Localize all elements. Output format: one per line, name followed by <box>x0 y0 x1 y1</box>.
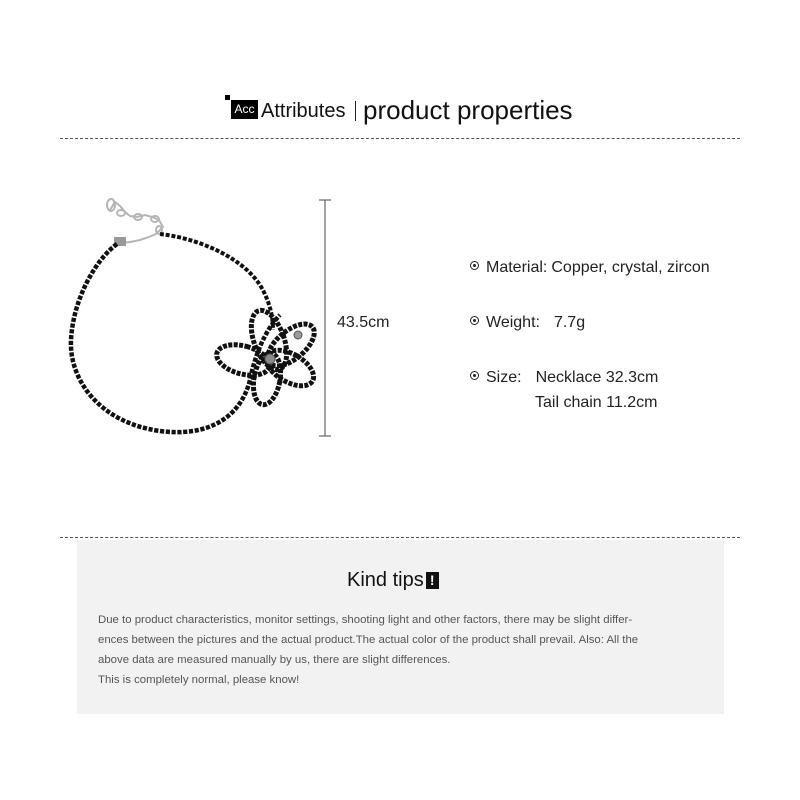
spec-weight <box>470 312 585 334</box>
beaded-strand <box>71 244 280 432</box>
tips-title: Kind tips <box>347 569 424 591</box>
extender-chain <box>107 199 163 243</box>
tips-line: This is completely normal, please know! <box>98 674 300 686</box>
necklace-image <box>55 190 345 445</box>
spec-material <box>470 257 710 279</box>
material-label: Material: <box>486 259 548 276</box>
bullet-icon <box>470 371 479 380</box>
weight-label: Weight: <box>486 314 540 331</box>
header-divider <box>355 101 356 121</box>
header-badge: Acc <box>231 100 258 119</box>
size-value-necklace: Necklace 32.3cm <box>535 369 659 386</box>
length-measure-line <box>319 200 331 436</box>
page-title: product properties <box>363 95 573 125</box>
size-value-tail-chain: Tail chain 11.2cm <box>535 394 658 411</box>
tips-line: above data are measured manually by us, there are slight differences. <box>98 654 451 666</box>
tips-body <box>98 610 710 690</box>
tips-heading <box>347 567 439 593</box>
spec-size <box>470 367 658 389</box>
attributes-label: Attributes <box>261 100 346 122</box>
length-label: 43.5cm <box>337 314 390 331</box>
tips-line: ences between the pictures and the actual product.The actual color of the product shall prevail. Also: All the <box>98 634 639 646</box>
tips-line: Due to product characteristics, monitor settings, shooting light and other factors, there may be slight differ- <box>98 614 633 626</box>
material-value: Copper, crystal, zircon <box>551 259 710 276</box>
flower-center-zircon <box>265 354 275 364</box>
bullet-icon <box>470 316 479 325</box>
bullet-icon <box>470 261 479 270</box>
weight-value: 7.7g <box>553 314 586 331</box>
alert-icon: ! <box>426 572 439 589</box>
middle-dashed-divider <box>60 537 740 538</box>
header-marker <box>225 95 230 100</box>
top-dashed-divider <box>60 138 740 139</box>
size-label: Size: <box>486 369 522 386</box>
charm-bead <box>294 331 302 339</box>
